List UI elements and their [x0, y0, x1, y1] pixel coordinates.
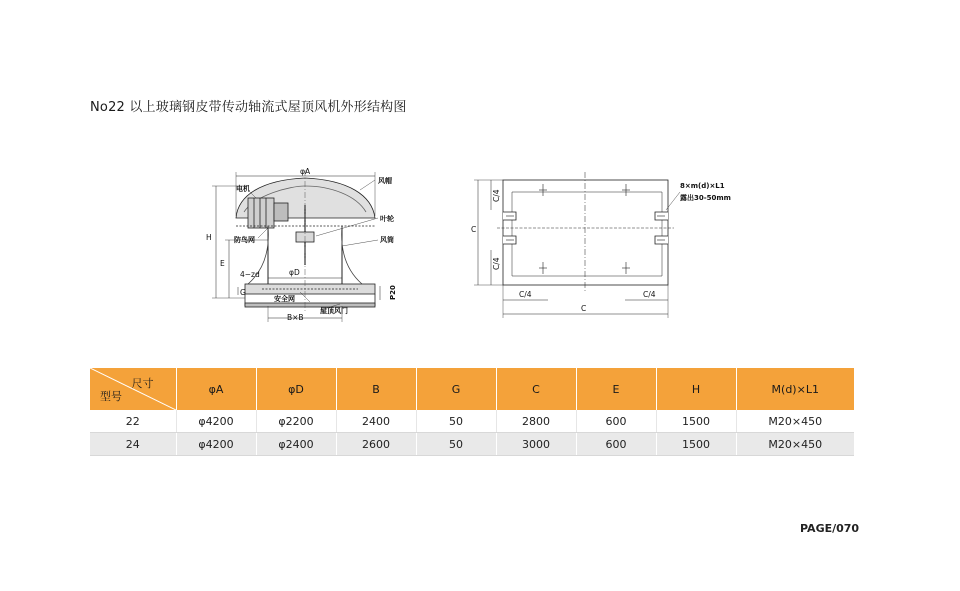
table-cell: 1500 — [656, 433, 736, 456]
table-cell: 22 — [90, 410, 176, 433]
dim-C4-top-label: C/4 — [492, 189, 501, 202]
bird-net-label: 防鸟网 — [234, 236, 255, 244]
dim-C4-bottom-label: C/4 — [492, 257, 501, 270]
column-header: H — [656, 368, 736, 410]
duct-label: 风筒 — [380, 236, 394, 244]
table-cell: 1500 — [656, 410, 736, 433]
column-header: E — [576, 368, 656, 410]
table-cell: φ2200 — [256, 410, 336, 433]
dim-P-label: P20 — [389, 285, 397, 300]
table-cell: 2600 — [336, 433, 416, 456]
table-cell: M20×450 — [736, 433, 854, 456]
table-cell: 2400 — [336, 410, 416, 433]
motor-shape — [248, 198, 274, 228]
table-cell: φ4200 — [176, 433, 256, 456]
dim-E-label: E — [220, 259, 225, 268]
hood-label: 风帽 — [378, 177, 392, 185]
table-row — [90, 410, 854, 433]
column-header: B — [336, 368, 416, 410]
dim-G-label: G — [240, 288, 246, 297]
expose-note: 露出30-50mm — [680, 194, 731, 202]
page-title: No22 以上玻璃钢皮带传动轴流式屋顶风机外形结构图 — [90, 100, 407, 115]
column-header: M(d)×L1 — [736, 368, 854, 410]
table-cell: M20×450 — [736, 410, 854, 433]
table-cell: 600 — [576, 410, 656, 433]
table-cell: φ4200 — [176, 410, 256, 433]
corner-header-bottom: 型号 — [100, 390, 122, 403]
column-header: C — [496, 368, 576, 410]
base-shape — [245, 284, 375, 294]
page-number: PAGE/070 — [800, 522, 860, 535]
dim-C4-right-label: C/4 — [643, 290, 656, 299]
spec-table — [90, 368, 854, 456]
dim-C4-left-label: C/4 — [519, 290, 532, 299]
corner-header-top: 尺寸 — [131, 377, 154, 390]
dim-H-label: H — [206, 233, 212, 242]
table-cell: 50 — [416, 410, 496, 433]
impeller-label: 叶轮 — [380, 215, 394, 223]
bolt-note: 8×m(d)×L1 — [680, 182, 725, 190]
corner-header-cell — [90, 368, 176, 410]
safety-net-label: 安全网 — [274, 295, 295, 303]
dim-BB-label: B×B — [287, 313, 304, 322]
dim-4zd-label: 4−zd — [240, 270, 260, 279]
column-header: G — [416, 368, 496, 410]
motor-label: 电机 — [236, 185, 250, 193]
column-header: φA — [176, 368, 256, 410]
table-row — [90, 433, 854, 456]
table-cell: φ2400 — [256, 433, 336, 456]
table-cell: 24 — [90, 433, 176, 456]
table-cell: 600 — [576, 433, 656, 456]
dim-D-label: φD — [289, 268, 300, 277]
dim-A-label: φA — [300, 167, 311, 176]
table-cell: 2800 — [496, 410, 576, 433]
table-cell: 3000 — [496, 433, 576, 456]
roof-valve-label: 屋顶风门 — [320, 307, 348, 315]
dim-C-bottom-label: C — [581, 304, 587, 313]
table-cell: 50 — [416, 433, 496, 456]
table-header-row — [90, 368, 854, 410]
dim-C-vertical-label: C — [471, 225, 477, 234]
column-header: φD — [256, 368, 336, 410]
